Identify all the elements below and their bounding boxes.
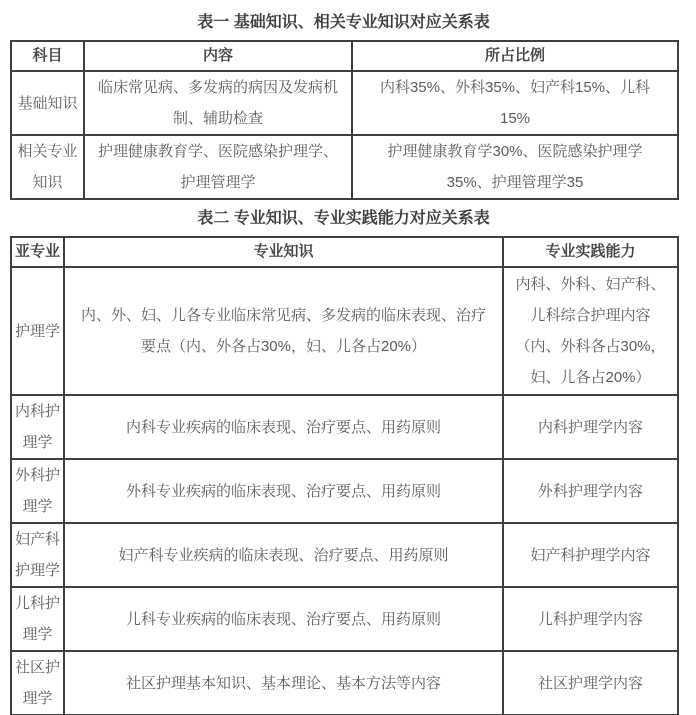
table-row (11, 395, 678, 459)
cell-subspecialty: 护理学 (11, 267, 64, 395)
table1-header-subject: 科目 (11, 41, 84, 71)
cell-knowledge: 内、外、妇、儿各专业临床常见病、多发病的临床表现、治疗要点（内、外各占30%，妇、儿各占20%） (64, 267, 503, 395)
cell-knowledge: 儿科专业疾病的临床表现、治疗要点、用药原则 (64, 587, 503, 651)
table1-header-proportion: 所占比例 (352, 41, 678, 71)
table2-header-practice: 专业实践能力 (503, 237, 678, 267)
table-row (11, 651, 678, 715)
cell-subspecialty: 儿科护理学 (11, 587, 64, 651)
cell-subject: 相关专业知识 (11, 135, 84, 199)
table2-header-knowledge: 专业知识 (64, 237, 503, 267)
table1-title: 表一 基础知识、相关专业知识对应关系表 (197, 14, 490, 31)
table2-correspondence-professional-knowledge (10, 236, 679, 715)
cell-practice: 外科护理学内容 (503, 459, 678, 523)
cell-content: 临床常见病、多发病的病因及发病机制、辅助检查 (84, 71, 352, 135)
cell-subject: 基础知识 (11, 71, 84, 135)
table1-header-row (11, 41, 678, 71)
cell-proportion: 内科35%、外科35%、妇产科15%、儿科15% (352, 71, 678, 135)
cell-practice: 社区护理学内容 (503, 651, 678, 715)
cell-subspecialty: 妇产科护理学 (11, 523, 64, 587)
table2-header-subspecialty: 亚专业 (11, 237, 64, 267)
table1-header-content: 内容 (84, 41, 352, 71)
table-row (11, 71, 678, 135)
table1-correspondence-basic-knowledge (10, 40, 679, 200)
table-row (11, 587, 678, 651)
table2-title: 表二 专业知识、专业实践能力对应关系表 (197, 210, 490, 227)
cell-knowledge: 内科专业疾病的临床表现、治疗要点、用药原则 (64, 395, 503, 459)
cell-subspecialty: 内科护理学 (11, 395, 64, 459)
cell-practice: 儿科护理学内容 (503, 587, 678, 651)
table-row (11, 523, 678, 587)
cell-knowledge: 妇产科专业疾病的临床表现、治疗要点、用药原则 (64, 523, 503, 587)
table-row (11, 135, 678, 199)
table2-header-row (11, 237, 678, 267)
table-row (11, 267, 678, 395)
cell-practice: 内科护理学内容 (503, 395, 678, 459)
cell-practice: 妇产科护理学内容 (503, 523, 678, 587)
cell-proportion: 护理健康教育学30%、医院感染护理学35%、护理管理学35 (352, 135, 678, 199)
cell-practice: 内科、外科、妇产科、儿科综合护理内容（内、外科各占30%，妇、儿各占20%） (503, 267, 678, 395)
cell-subspecialty: 外科护理学 (11, 459, 64, 523)
cell-content: 护理健康教育学、医院感染护理学、护理管理学 (84, 135, 352, 199)
cell-subspecialty: 社区护理学 (11, 651, 64, 715)
cell-knowledge: 社区护理基本知识、基本理论、基本方法等内容 (64, 651, 503, 715)
table-row (11, 459, 678, 523)
cell-knowledge: 外科专业疾病的临床表现、治疗要点、用药原则 (64, 459, 503, 523)
